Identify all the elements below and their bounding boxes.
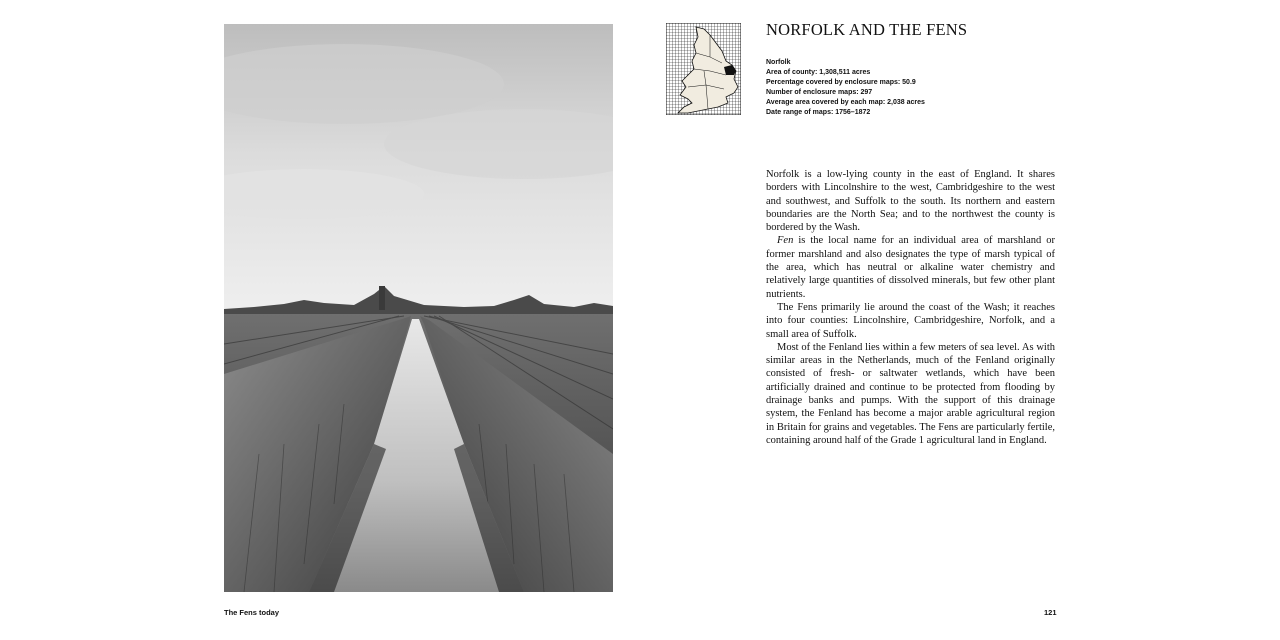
- fen-photograph: [224, 24, 613, 592]
- page-title: NORFOLK AND THE FENS: [766, 20, 968, 39]
- paragraph-4: Most of the Fenland lies within a few meters of sea level. As with similar areas in the Netherlands, much of the Fenland originally consisted of fresh- or saltwater wetlands, which have been artificially drained and continue to be protected from flooding by drainage banks and pumps. With the support of this drainage system, the Fenland has become a major arable agricultural region in Britain for grains and vegetables. The Fens are particularly fertile, containing around half of the Grade 1 agricultural land in England.: [766, 341, 1055, 446]
- photo-fen-drainage-channel-icon: [224, 24, 613, 592]
- paragraph-2: [766, 234, 1055, 300]
- stat-area: Area of county: 1,308,511 acres: [766, 68, 871, 76]
- page-number: 121: [1044, 608, 1057, 617]
- stat-date-range: Date range of maps: 1756–1872: [766, 108, 871, 116]
- paragraph-3: The Fens primarily lie around the coast of the Wash; it reaches into four counties: Lincolnshire, Cambridgeshire, Norfolk, and a small area of Suffolk.: [766, 301, 1055, 340]
- stat-percentage: Percentage covered by enclosure maps: 50.9: [766, 78, 916, 86]
- body-text: [766, 168, 1055, 447]
- locator-map: [666, 23, 741, 115]
- england-wales-locator-map-icon: [666, 23, 741, 115]
- county-statistics: [766, 58, 925, 117]
- photo-caption: The Fens today: [224, 608, 280, 617]
- fen-term: Fen: [777, 235, 794, 247]
- stat-average-area: Average area covered by each map: 2,038 acres: [766, 98, 925, 106]
- paragraph-1: Norfolk is a low-lying county in the east of England. It shares borders with Lincolnshire to the west, Cambridgeshire to the west and southwest, and Suffolk to the south. Its northern and eastern boundaries are the North Sea; and to the northwest the county is bordered by the Wash.: [766, 169, 1055, 234]
- paragraph-2-text: is the local name for an individual area of marshland or former marshland and also designates the type of marsh typical of the area, which has neutral or alkaline water chemistry and relatively large quantities of dissolved minerals, but few other plant nutrients.: [766, 235, 1055, 300]
- stat-number-of-maps: Number of enclosure maps: 297: [766, 88, 873, 96]
- stat-county-name: Norfolk: [766, 59, 791, 66]
